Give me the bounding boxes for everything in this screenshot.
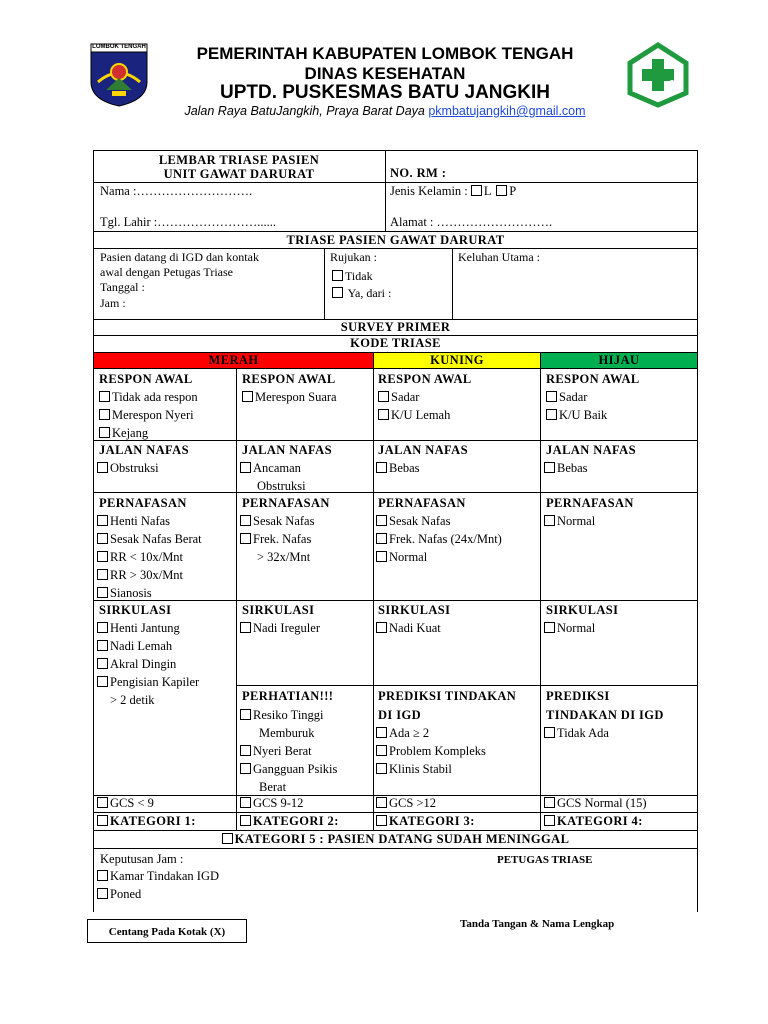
survey-primer-title: SURVEY PRIMER	[340, 320, 451, 334]
c3-prediksi-item[interactable]	[376, 724, 429, 742]
checkbox[interactable]	[376, 533, 387, 544]
header-puskesmas: UPTD. PUSKESMAS BATU JANGKIH	[219, 82, 551, 103]
hijau-label: HIJAU	[598, 353, 640, 367]
c3-respon-item[interactable]	[378, 406, 450, 424]
c4-pernafasan-item[interactable]	[544, 512, 595, 530]
c1-pernafasan-item[interactable]	[97, 530, 202, 548]
checkbox[interactable]	[240, 797, 251, 808]
checkbox[interactable]	[376, 551, 387, 562]
checkbox[interactable]	[97, 870, 108, 881]
item-label: GCS 9-12	[253, 796, 304, 810]
item-label: GCS Normal (15)	[557, 796, 647, 810]
jk-l-checkbox[interactable]	[471, 185, 482, 196]
jenis-kelamin-row	[390, 182, 516, 200]
c1-sirkulasi-item[interactable]	[97, 619, 180, 637]
checkbox[interactable]	[97, 569, 108, 580]
item-label: RR > 30x/Mnt	[110, 568, 184, 582]
checkbox[interactable]	[376, 727, 387, 738]
header-department: DINAS KESEHATAN	[304, 64, 466, 83]
kamar-tindakan-label: Kamar Tindakan IGD	[110, 869, 220, 883]
c2-respon-item[interactable]	[242, 388, 337, 406]
item-label: Resiko Tinggi	[253, 708, 324, 722]
kategori-5-label: KATEGORI 5 : PASIEN DATANG SUDAH MENINGGAL	[234, 832, 570, 846]
c2-gcs-option[interactable]	[240, 794, 303, 812]
c1-sirkulasi-item[interactable]	[97, 637, 172, 655]
c2-sirkulasi-heading: SIRKULASI	[242, 603, 315, 617]
rujukan-ya-option[interactable]	[332, 284, 391, 302]
c2-pernafasan-item[interactable]	[240, 530, 311, 548]
centang-note: Centang Pada Kotak (X)	[108, 926, 226, 938]
c3-prediksi-item[interactable]	[376, 742, 486, 760]
item-label: Ancaman	[253, 461, 301, 475]
checkbox[interactable]	[97, 888, 108, 899]
c2-jalan-extra: Obstruksi	[257, 479, 306, 493]
checkbox[interactable]	[544, 727, 555, 738]
kode-triase-title: KODE TRIASE	[350, 336, 441, 350]
checkbox[interactable]	[332, 270, 343, 281]
c2-kategori-option[interactable]	[240, 812, 339, 830]
checkbox[interactable]	[97, 533, 108, 544]
c4-prediksi-item[interactable]	[544, 724, 609, 742]
checkbox[interactable]	[376, 515, 387, 526]
c3-respon-awal-heading: RESPON AWAL	[378, 372, 472, 386]
item-label: Pengisian Kapiler	[110, 675, 200, 689]
checkbox[interactable]	[97, 676, 108, 687]
kategori-label: KATEGORI 4:	[557, 814, 643, 828]
item-label: Sadar	[559, 390, 588, 404]
checkbox[interactable]	[97, 587, 108, 598]
c4-respon-item[interactable]	[546, 388, 587, 406]
c2-perhatian-item[interactable]	[240, 742, 312, 760]
item-label: Normal	[557, 514, 596, 528]
checkbox[interactable]	[378, 391, 389, 402]
c4-pernafasan-heading: PERNAFASAN	[546, 496, 634, 510]
puskesmas-logo	[627, 42, 689, 108]
no-rm-label: NO. RM :	[390, 166, 447, 180]
poned-label: Poned	[110, 887, 142, 901]
checkbox[interactable]	[240, 815, 251, 826]
item-label: Merespon Suara	[255, 390, 337, 404]
rujukan-tidak-option[interactable]	[332, 267, 373, 285]
c1-pernafasan-item[interactable]	[97, 512, 170, 530]
checkbox[interactable]	[97, 515, 108, 526]
rujukan-ya-label: Ya, dari :	[347, 286, 392, 300]
c3-respon-item[interactable]	[378, 388, 419, 406]
c2-jalan-nafas-heading: JALAN NAFAS	[242, 443, 332, 457]
item-label: Obstruksi	[110, 461, 159, 475]
c1-sirkulasi-extra: > 2 detik	[110, 693, 155, 707]
item-label: K/U Baik	[559, 408, 608, 422]
c4-sirkulasi-heading: SIRKULASI	[546, 603, 619, 617]
merah-label: MERAH	[208, 353, 259, 367]
checkbox[interactable]	[544, 622, 555, 633]
jam-field[interactable]: Jam :	[100, 296, 126, 310]
c3-pernafasan-item[interactable]	[376, 530, 502, 548]
kategori-label: KATEGORI 2:	[253, 814, 339, 828]
c3-prediksi-heading-1: PREDIKSI TINDAKAN	[378, 689, 517, 703]
jk-p-checkbox[interactable]	[496, 185, 507, 196]
item-label: Sesak Nafas	[253, 514, 315, 528]
checkbox[interactable]	[240, 462, 251, 473]
item-label: Bebas	[557, 461, 588, 475]
item-label: Klinis Stabil	[389, 762, 452, 776]
c1-pernafasan-item[interactable]	[97, 548, 183, 566]
checkbox[interactable]	[240, 763, 251, 774]
checkbox[interactable]	[97, 551, 108, 562]
checkbox[interactable]	[376, 745, 387, 756]
pasien-datang-line1: Pasien datang di IGD dan kontak	[100, 250, 259, 264]
pasien-datang-line2: awal dengan Petugas Triase	[100, 265, 233, 279]
item-label: Problem Kompleks	[389, 744, 486, 758]
c1-sirkulasi-heading: SIRKULASI	[99, 603, 172, 617]
checkbox[interactable]	[376, 622, 387, 633]
c1-pernafasan-item[interactable]	[97, 566, 183, 584]
item-label: Sianosis	[110, 586, 152, 600]
jk-p-label: P	[509, 184, 517, 198]
c3-gcs-option[interactable]	[376, 794, 436, 812]
item-label: Akral Dingin	[110, 657, 177, 671]
item-label: Sesak Nafas	[389, 514, 451, 528]
item-label: Normal	[389, 550, 428, 564]
checkbox[interactable]	[376, 815, 387, 826]
c1-pernafasan-item[interactable]	[97, 584, 152, 602]
kuning-label: KUNING	[430, 353, 484, 367]
item-label: Frek. Nafas	[253, 532, 312, 546]
c3-sirkulasi-item[interactable]	[376, 619, 441, 637]
lombok-tengah-logo	[88, 42, 150, 108]
item-label: Nadi Kuat	[389, 621, 441, 635]
nama-field[interactable]: Nama :……………………….	[100, 184, 253, 198]
checkbox[interactable]	[240, 622, 251, 633]
item-label: Henti Jantung	[110, 621, 180, 635]
c3-prediksi-heading-2: DI IGD	[378, 708, 422, 722]
checkbox[interactable]	[97, 462, 108, 473]
item-label: Sadar	[391, 390, 420, 404]
kategori-label: KATEGORI 3:	[389, 814, 475, 828]
tgl-lahir-field[interactable]: Tgl. Lahir :……………………......	[100, 215, 277, 229]
c4-respon-awal-heading: RESPON AWAL	[546, 372, 640, 386]
c4-prediksi-heading-2: TINDAKAN DI IGD	[546, 708, 664, 722]
c3-kategori-option[interactable]	[376, 812, 475, 830]
kategori-5-row[interactable]	[94, 830, 697, 848]
item-label: Henti Nafas	[110, 514, 171, 528]
checkbox[interactable]	[242, 391, 253, 402]
checkbox[interactable]	[378, 409, 389, 420]
checkbox[interactable]	[99, 427, 110, 438]
checkbox[interactable]	[376, 763, 387, 774]
checkbox[interactable]	[544, 815, 555, 826]
c4-jalan-nafas-heading: JALAN NAFAS	[546, 443, 636, 457]
c3-pernafasan-item[interactable]	[376, 512, 450, 530]
c1-sirkulasi-item[interactable]	[97, 655, 176, 673]
item-label: Nadi Lemah	[110, 639, 173, 653]
tanggal-field[interactable]: Tanggal :	[100, 280, 145, 294]
c3-pernafasan-item[interactable]	[376, 548, 427, 566]
item-label: GCS < 9	[110, 796, 154, 810]
c2-perhatian-item[interactable]	[240, 760, 337, 778]
c2-perhatian-item[interactable]	[240, 706, 324, 724]
c3-prediksi-item[interactable]	[376, 760, 452, 778]
item-label: Bebas	[389, 461, 420, 475]
c2-pernafasan-item[interactable]	[240, 512, 314, 530]
logo-caption: LOMBOK TENGAH	[92, 44, 146, 50]
c2-perhatian-heading: PERHATIAN!!!	[242, 689, 334, 703]
c1-respon-awal-heading: RESPON AWAL	[99, 372, 193, 386]
item-label: Sesak Nafas Berat	[110, 532, 202, 546]
item-label: Nyeri Berat	[253, 744, 312, 758]
form-title-1: LEMBAR TRIASE PASIEN	[158, 153, 320, 167]
c1-gcs-option[interactable]	[97, 794, 154, 812]
item-label: K/U Lemah	[391, 408, 451, 422]
c3-jalan-item[interactable]	[376, 459, 420, 477]
checkbox[interactable]	[97, 658, 108, 669]
c4-kategori-option[interactable]	[544, 812, 643, 830]
jk-l-label: L	[483, 184, 492, 198]
checkbox[interactable]	[97, 815, 108, 826]
centang-note-box	[87, 919, 247, 943]
c1-respon-item[interactable]	[99, 424, 148, 442]
c1-jalan-item[interactable]	[97, 459, 159, 477]
checkbox[interactable]	[240, 745, 251, 756]
poned-option[interactable]	[97, 885, 141, 903]
c3-jalan-nafas-heading: JALAN NAFAS	[378, 443, 468, 457]
checkbox[interactable]	[544, 797, 555, 808]
alamat-field[interactable]: Alamat : ……………………….	[390, 215, 553, 229]
kamar-tindakan-option[interactable]	[97, 867, 219, 885]
checkbox[interactable]	[99, 391, 110, 402]
item-label: RR < 10x/Mnt	[110, 550, 184, 564]
kategori-5-checkbox[interactable]	[222, 833, 233, 844]
c4-gcs-option[interactable]	[544, 794, 647, 812]
c4-jalan-item[interactable]	[544, 459, 588, 477]
checkbox[interactable]	[546, 409, 557, 420]
checkbox[interactable]	[97, 797, 108, 808]
checkbox[interactable]	[240, 709, 251, 720]
keputusan-jam-label: Keputusan Jam :	[100, 852, 184, 866]
c2-psikis-extra: Berat	[259, 780, 287, 794]
jenis-kelamin-label: Jenis Kelamin :	[390, 184, 468, 198]
checkbox[interactable]	[544, 462, 555, 473]
c2-pernafasan-heading: PERNAFASAN	[242, 496, 330, 510]
c4-sirkulasi-item[interactable]	[544, 619, 595, 637]
checkbox[interactable]	[332, 287, 343, 298]
c2-resiko-extra: Memburuk	[259, 726, 315, 740]
item-label: Frek. Nafas (24x/Mnt)	[389, 532, 502, 546]
header-address: Jalan Raya BatuJangkih, Praya Barat Daya	[184, 104, 425, 118]
rujukan-tidak-label: Tidak	[345, 269, 373, 283]
c3-pernafasan-heading: PERNAFASAN	[378, 496, 466, 510]
item-label: GCS >12	[389, 796, 436, 810]
c1-sirkulasi-item[interactable]	[97, 673, 199, 691]
checkbox[interactable]	[546, 391, 557, 402]
c2-pernafasan-extra: > 32x/Mnt	[257, 550, 311, 564]
header-government: PEMERINTAH KABUPATEN LOMBOK TENGAH	[196, 44, 574, 63]
c1-kategori-option[interactable]	[97, 812, 196, 830]
checkbox[interactable]	[240, 533, 251, 544]
c2-sirkulasi-item[interactable]	[240, 619, 320, 637]
kategori-label: KATEGORI 1:	[110, 814, 196, 828]
c1-pernafasan-heading: PERNAFASAN	[99, 496, 187, 510]
c4-respon-item[interactable]	[546, 406, 607, 424]
c2-jalan-item[interactable]	[240, 459, 301, 477]
checkbox[interactable]	[99, 409, 110, 420]
item-label: Nadi Ireguler	[253, 621, 320, 635]
header-email-link[interactable]: pkmbatujangkih@gmail.com	[428, 104, 586, 118]
checkbox[interactable]	[376, 462, 387, 473]
keluhan-label: Keluhan Utama :	[458, 250, 540, 264]
item-label: Normal	[557, 621, 596, 635]
header-address-line	[160, 104, 610, 118]
triase-title: TRIASE PASIEN GAWAT DARURAT	[286, 233, 505, 247]
tanda-tangan-label: Tanda Tangan & Nama Lengkap	[460, 918, 615, 930]
item-label: Merespon Nyeri	[112, 408, 194, 422]
c1-respon-item[interactable]	[99, 388, 198, 406]
form-title-2: UNIT GAWAT DARURAT	[163, 167, 315, 181]
item-label: Ada ≥ 2	[389, 726, 430, 740]
c2-respon-awal-heading: RESPON AWAL	[242, 372, 336, 386]
item-label: Tidak Ada	[557, 726, 609, 740]
checkbox[interactable]	[97, 622, 108, 633]
checkbox[interactable]	[544, 515, 555, 526]
item-label: Tidak ada respon	[112, 390, 198, 404]
c4-prediksi-heading-1: PREDIKSI	[546, 689, 610, 703]
item-label: Kejang	[112, 426, 149, 440]
checkbox[interactable]	[240, 515, 251, 526]
petugas-triase-label: PETUGAS TRIASE	[497, 854, 593, 866]
rujukan-label: Rujukan :	[330, 250, 377, 264]
checkbox[interactable]	[376, 797, 387, 808]
c1-respon-item[interactable]	[99, 406, 194, 424]
checkbox[interactable]	[97, 640, 108, 651]
c1-jalan-nafas-heading: JALAN NAFAS	[99, 443, 189, 457]
item-label: Gangguan Psikis	[253, 762, 338, 776]
c3-sirkulasi-heading: SIRKULASI	[378, 603, 451, 617]
